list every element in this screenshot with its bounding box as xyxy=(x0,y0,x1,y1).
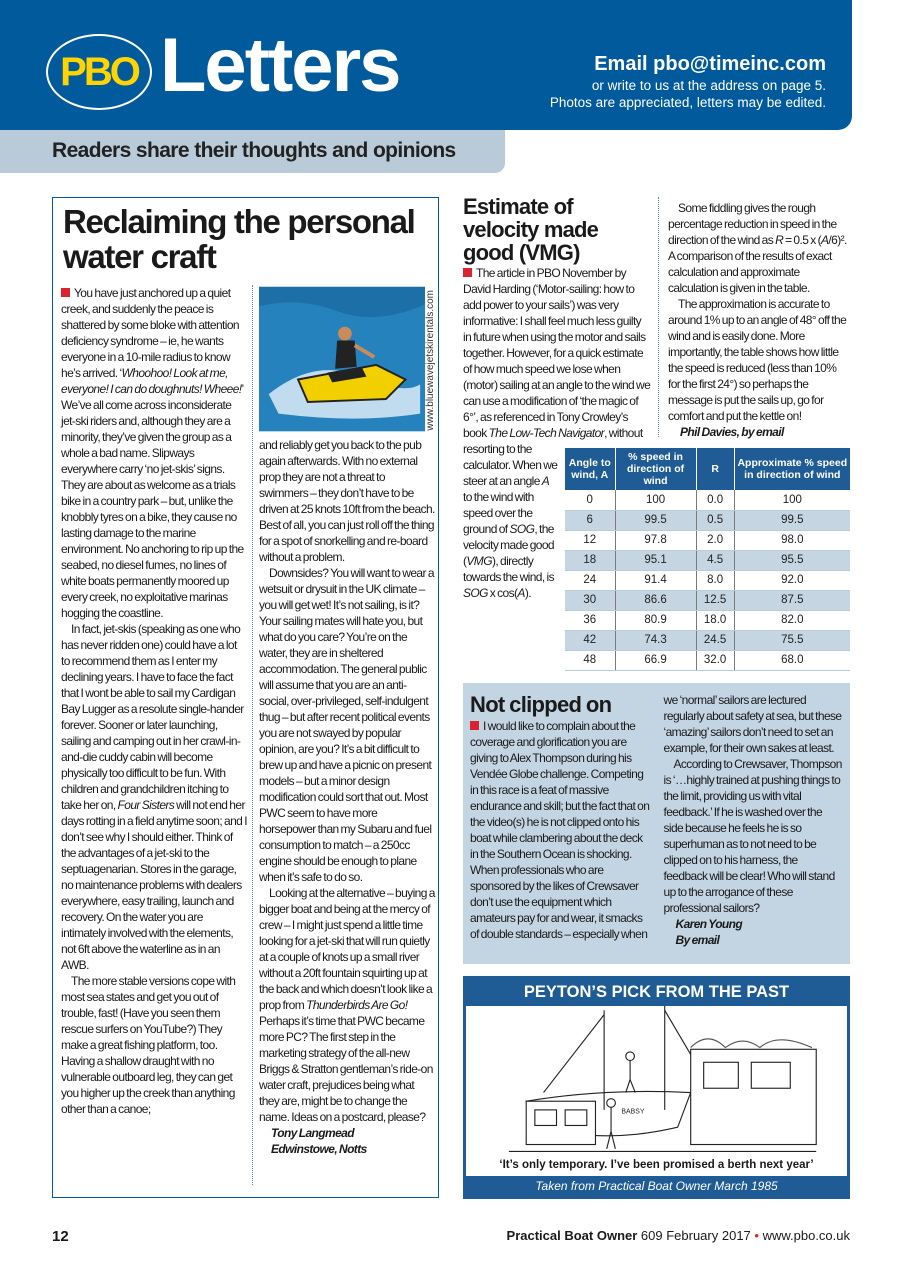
text: , the velocity made good ( xyxy=(463,522,554,568)
boat-name: BABSY xyxy=(621,1107,645,1115)
table-cell: 2.0 xyxy=(696,530,734,550)
cartoon xyxy=(466,1006,847,1177)
column-divider xyxy=(252,285,253,1185)
separator: • xyxy=(754,1228,759,1243)
paragraph xyxy=(259,565,435,885)
table-row xyxy=(565,510,850,530)
bullet-square-icon xyxy=(463,268,472,277)
table-cell: 18.0 xyxy=(696,610,734,630)
table-cell: 98.0 xyxy=(734,530,850,550)
letter-column-2 xyxy=(259,285,435,1157)
letter-title: Estimate of velocity made good (VMG) xyxy=(463,194,599,265)
letter-text xyxy=(668,200,850,424)
table-cell: 0.5 xyxy=(696,510,734,530)
tagline-bar xyxy=(0,130,505,173)
contact-line: or write to us at the address on page 5. xyxy=(591,78,826,93)
table-cell: 42 xyxy=(565,630,615,650)
text: The article in PBO November by David Harding (‘Motor-sailing: how to add power to your sails’) was very informative: I shall feel much less guilty in future when using the motor and sails together. However, for a quick estimate of how much speed we lose when (motor) sailing at an angle to the wind we can use a modification of ‘the magic of 6°’, as referenced in Tony Crowley’s book xyxy=(463,266,651,440)
vmg-table xyxy=(565,448,850,671)
text: /6)². A comparison of the results of exact calculation and approximate calculation is given in the table. xyxy=(668,233,847,295)
paragraph xyxy=(668,296,850,424)
text: Looking at the alternative – buying a bigger boat and being at the mercy of crew – I might just spend a little time looking for a jet-ski that will run quietly at a couple of knots up a small river without a 20ft fountain squirting up at the back and which doesn’t look like a prop from xyxy=(259,886,435,1012)
text: I would like to complain about the coverage and glorification you are giving to Alex Thompson during his Vendée Globe challenge. Competing in this race is a feat of massive endurance and skill; but the fact that on the video(s) he is not clipped onto his boat while clambering about the deck in the Southern Ocean is shocking. When professionals who are sponsored by the likes of Crewsaver don’t use the equipment which amateurs pay for and wear, it smacks of double standards – especially when we ‘normal’ sailors are lectured regularly about safety at sea, but these ‘amazing’ sailors don’t need to set an example, for their own sakes at least. xyxy=(470,692,842,941)
section-title: Letters xyxy=(160,23,400,108)
text: The more stable versions cope with most sea states and get you out of trouble, fast! (Have you seen them rescue surfers on YouTube?) They make a great fishing platform, too. Having a shallow draught with no vulnerable outboard leg, they can get you higher up the creek than anything other than a canoe; xyxy=(61,974,236,1116)
letter-author: Tony Langmead xyxy=(271,1126,354,1140)
text: Downsides? You will want to wear a wetsuit or drysuit in the UK climate – you will get wet! It’s not sailing, is it? Your sailing mates will hate you, but what do you care? You’re on the water, they are in sheltered accommodation. The general public will assume that you are an anti-social, over-privileged, self-indulgent thug – but after recent political events you are not swayed by popular opinion, are you? It’s a bit difficult to brew up and have a picnic on present models – but a minor design modification could sort that out. Most PWC seem to have more horsepower than my Subaru and fuel consumption to match – a 250cc engine should be enough to plane when it’s safe to do so. xyxy=(259,566,434,884)
text: x cos( xyxy=(487,586,518,600)
table-cell: 0.0 xyxy=(696,490,734,510)
table-cell: 74.3 xyxy=(615,630,696,650)
italic-text: SOG xyxy=(509,522,535,536)
column-header: Approximate % speed in direction of wind xyxy=(734,448,850,490)
cartoon-boat-caravan-icon xyxy=(466,1006,847,1158)
italic-text: A xyxy=(820,233,829,247)
paragraph xyxy=(664,756,844,916)
table-cell: 8.0 xyxy=(696,570,734,590)
text: will not end her days rotting in a field anytime soon; and I don’t see why I should either. Think of the advantages of a jet-ski to the septuagenarian. Stores in the garage, no maintenance problems with dealers everywhere, easy trailing, launch and recovery. On the water you are intimately involved with the elements, not 6ft above the waterline as in an AWB. xyxy=(61,798,247,972)
table-cell: 68.0 xyxy=(734,650,850,670)
text: ). xyxy=(524,586,531,600)
bullet-square-icon xyxy=(470,721,479,730)
table-cell: 12 xyxy=(565,530,615,550)
table-cell: 6 xyxy=(565,510,615,530)
text: In fact, jet-skis (speaking as one who has never ridden one) could have a lot to recommend them as I enter my declining years. I have to face the fact that I wont be able to sail my Cardigan Bay Lugger as a resolute single-hander forever. Sooner or later launching, sailing and camping out in her crawl-in-and-die cuddy cabin will become physically too difficult to be fun. With children and grandchildren itching to take her on, xyxy=(61,622,244,812)
photo-credit: www.bluewavejetskirentals.com xyxy=(425,290,436,431)
table-cell: 75.5 xyxy=(734,630,850,650)
paragraph xyxy=(61,973,247,1117)
letter-source: By email xyxy=(675,932,720,947)
letter-not-clipped xyxy=(463,683,850,964)
table-row xyxy=(565,630,850,650)
letter-vmg-continued xyxy=(668,200,850,440)
text: and reliably get you back to the pub again afterwards. With no external prop they are not a threat to swimmers – they don’t have to be driven at 25 knots 10ft from the beach. Best of all, you can just roll off the thing for a spot of snorkelling and re-board without a problem. xyxy=(259,438,435,564)
italic-text: A xyxy=(541,474,550,488)
text: According to Crewsaver, Thompson is ‘…highly trained at pushing things to the limit, providing us with vital feedback.’ If he is washed over the side because he feels he is so superhuman as to not need to be clipped on to his harness, the feedback will be clear! Who will stand up to the arrogance of these professional sailors? xyxy=(663,756,842,915)
table-header xyxy=(565,448,850,490)
column-header: R xyxy=(696,448,734,490)
table-cell: 99.5 xyxy=(734,510,850,530)
paragraph xyxy=(61,621,247,973)
text: The approximation is accurate to around 1% up to an angle of 48° off the wind and is easily done. More importantly, the table shows how little the speed is reduced (less than 10% for the first 24°) so perhaps the message is put the sails up, go for comfort and put the kettle on! xyxy=(668,297,847,423)
paragraph xyxy=(61,285,247,621)
page-number: 12 xyxy=(52,1228,69,1245)
cartoon-caption: ‘It’s only temporary. I’ve been promised a berth next year’ xyxy=(499,1159,814,1171)
table-cell: 82.0 xyxy=(734,610,850,630)
contact-info xyxy=(550,77,826,111)
table-cell: 36 xyxy=(565,610,615,630)
website-link[interactable]: www.pbo.co.uk xyxy=(758,1228,850,1243)
italic-text: Whoohoo! Look at me, everyone! I can do doughnuts! Wheee! xyxy=(61,366,242,396)
letter-title: Not clipped on xyxy=(470,691,612,717)
letter-text xyxy=(470,692,843,948)
text: ), directly towards the wind, is xyxy=(463,554,554,584)
italic-text: A xyxy=(517,586,525,600)
table-cell: 80.9 xyxy=(615,610,696,630)
magazine-name: Practical Boat Owner xyxy=(506,1228,638,1243)
paragraph xyxy=(259,437,435,565)
table-cell: 92.0 xyxy=(734,570,850,590)
table-row xyxy=(565,570,850,590)
table-row xyxy=(565,590,850,610)
italic-text: The Low-Tech Navigator xyxy=(488,426,605,440)
table-cell: 30 xyxy=(565,590,615,610)
table-cell: 24.5 xyxy=(696,630,734,650)
logo-text: PBO xyxy=(60,49,138,94)
table-cell: 4.5 xyxy=(696,550,734,570)
letter-column-2-text xyxy=(259,437,435,1125)
jet-ski-photo xyxy=(259,285,425,433)
table-cell: 87.5 xyxy=(734,590,850,610)
paragraph xyxy=(668,200,850,296)
text: Perhaps it’s time that PWC became more PC? The first step in the marketing strategy of the all-new Briggs & Stratton gentleman’s ride-on water craft, prejudices being what they are, might be to change the name. Ideas on a postcard, please? xyxy=(259,1014,433,1124)
italic-text: Thunderbirds Are Go! xyxy=(306,998,408,1012)
jet-ski-icon xyxy=(259,285,425,433)
text: to the wind with speed over the ground of xyxy=(463,490,534,536)
table-row xyxy=(565,530,850,550)
masthead xyxy=(0,0,852,130)
table-cell: 32.0 xyxy=(696,650,734,670)
table-cell: 12.5 xyxy=(696,590,734,610)
table-cell: 24 xyxy=(565,570,615,590)
table-row xyxy=(565,550,850,570)
contact-email[interactable]: Email pbo@timeinc.com xyxy=(594,53,826,75)
contact-line: Photos are appreciated, letters may be edited. xyxy=(549,95,826,110)
text: ’ We’ve all come across inconsiderate jet-ski riders and, although they are a minority, they’ve given the group as a whole a bad name. Slipways everywhere carry ‘no jet-skis’ signs. They are about as welcome as a trials bike in a country park – but, unlike the knobbly tyres on a bike, they cause no lasting damage to the marine environment. No anchoring to rip up the seabed, no diesel fumes, no lines of white boats permanently moored up every creek, no exploitative marinas hogging the coastline. xyxy=(61,382,244,620)
letter-title: Reclaiming the personal water craft xyxy=(63,203,415,275)
pbo-logo xyxy=(46,34,152,110)
table-cell: 86.6 xyxy=(615,590,696,610)
table-cell: 18 xyxy=(565,550,615,570)
table-row xyxy=(565,490,850,510)
letter-column-1 xyxy=(61,285,247,1117)
peyton-cartoon-panel xyxy=(463,976,850,1200)
bullet-square-icon xyxy=(61,288,70,297)
table-cell: 97.8 xyxy=(615,530,696,550)
column-divider xyxy=(658,197,659,437)
tagline: Readers share their thoughts and opinions xyxy=(52,139,456,162)
cartoon-source: Taken from Practical Boat Owner March 1985 xyxy=(535,1179,778,1193)
table-cell: 48 xyxy=(565,650,615,670)
table-row xyxy=(565,650,850,670)
text: = 0.5 x ( xyxy=(783,233,821,247)
text: You have just anchored up a quiet creek, and suddenly the peace is shattered by some bloke with attention deficiency syndrome – ie, he wants everyone in a 10-mile radius to know he’s arrived. ‘ xyxy=(61,286,239,380)
table-cell: 91.4 xyxy=(615,570,696,590)
paragraph xyxy=(259,885,435,1125)
footer-credit xyxy=(507,1228,850,1243)
table-cell: 99.5 xyxy=(615,510,696,530)
issue: 609 February 2017 xyxy=(637,1228,755,1243)
table-cell: 95.1 xyxy=(615,550,696,570)
table-cell: 66.9 xyxy=(615,650,696,670)
italic-text: R xyxy=(775,233,784,247)
text: , without resorting to the calculator. When we steer at an angle xyxy=(463,426,643,488)
letter-author: Karen Young xyxy=(675,916,743,931)
italic-text: Four Sisters xyxy=(117,798,175,812)
table-cell: 100 xyxy=(615,490,696,510)
table-row xyxy=(565,610,850,630)
column-header: % speed in direction of wind xyxy=(615,448,696,490)
letter-location: Edwinstowe, Notts xyxy=(271,1142,367,1156)
italic-text: VMG xyxy=(466,554,492,568)
table-cell: 95.5 xyxy=(734,550,850,570)
italic-text: SOG xyxy=(463,586,488,600)
letter-author: Phil Davies, by email xyxy=(680,425,784,439)
letter-jet-ski xyxy=(52,197,439,1198)
table-cell: 0 xyxy=(565,490,615,510)
panel-title: PEYTON’S PICK FROM THE PAST xyxy=(523,982,790,1001)
column-header: Angle to wind, A xyxy=(565,448,615,490)
table-cell: 100 xyxy=(734,490,850,510)
text: Some fiddling gives the rough percentage reduction in speed in the direction of the wind as xyxy=(668,201,837,247)
